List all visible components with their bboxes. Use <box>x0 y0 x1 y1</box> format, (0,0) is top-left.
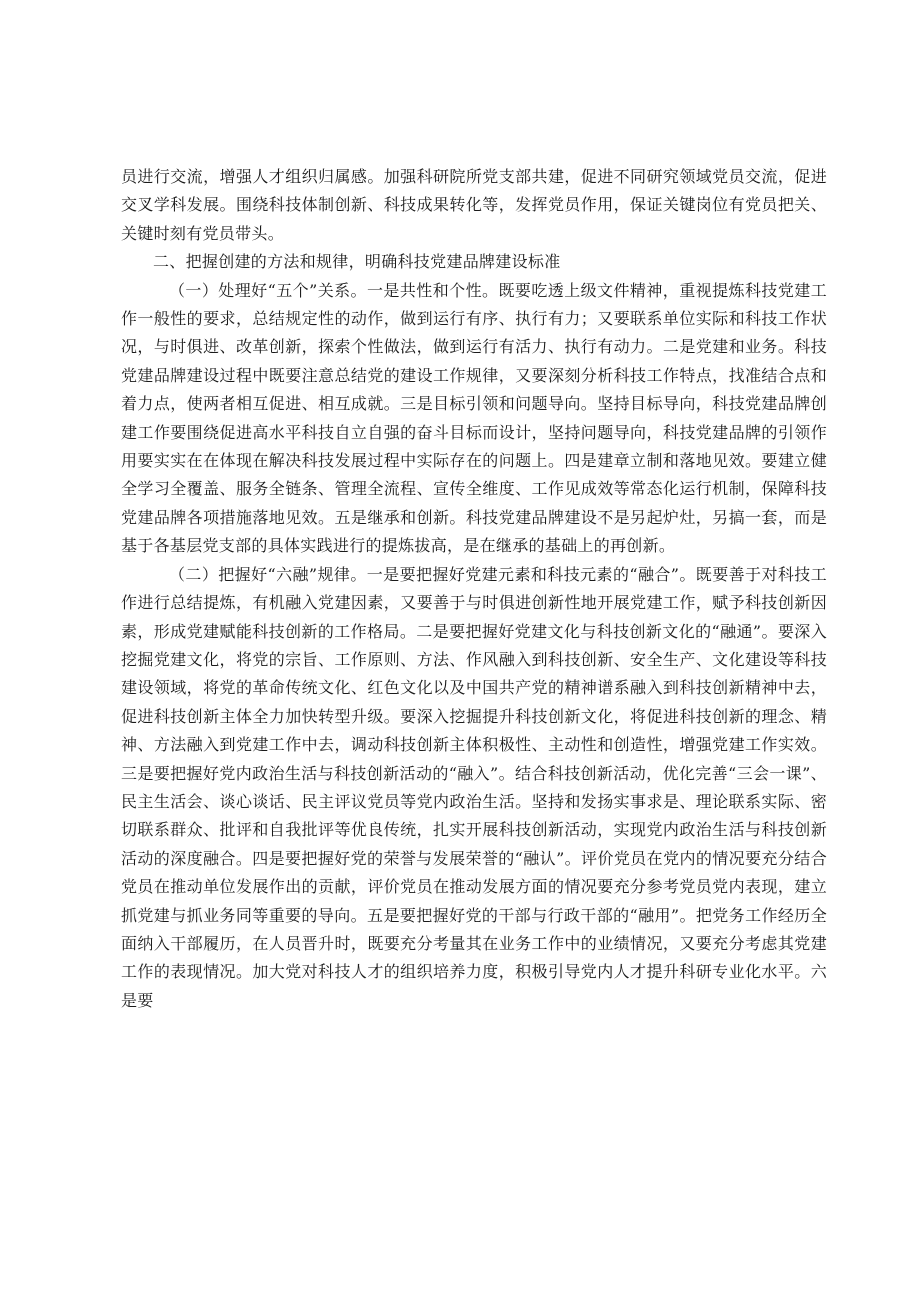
section-heading: 二、把握创建的方法和规律，明确科技党建品牌建设标准 <box>153 252 561 272</box>
subsection-paragraph-five-relations: （一）处理好“五个”关系。一是共性和个性。既要吃透上级文件精神，重视提炼科技党建工作一般性的要求，总结规定性的动作，做到运行有序、执行有力；又要联系单位实际和科技工作状况，与时俱进、改革创新，探索个性做法，做到运行有活力、执行有动力。二是党建和业务。科技党建品牌建设过程中既要注意总结党的建设工作规律，又要深刻分析科技工作特点，找准结合点和着力点，使两者相互促进、相互成就。三是目标引领和问题导向。坚持目标导向，科技党建品牌创建工作要围绕促进高水平科技自立自强的奋斗目标而设计，坚持问题导向，科技党建品牌的引领作用要实实在在体现在解决科技发展过程中实际存在的问题上。四是建章立制和落地见效。要建立健全学习全覆盖、服务全链条、管理全流程、宣传全维度、工作见成效等常态化运行机制，保障科技党建品牌各项措施落地见效。五是继承和创新。科技党建品牌建设不是另起炉灶，另搞一套，而是基于各基层党支部的具体实践进行的提炼拔高，是在继承的基础上的再创新。 <box>121 280 827 556</box>
body-paragraph-continuation: 员进行交流，增强人才组织归属感。加强科研院所党支部共建，促进不同研究领域党员交流，促进交叉学科发展。围绕科技体制创新、科技成果转化等，发挥党员作用，保证关键岗位有党员把关、关键时刻有党员带头。 <box>121 167 827 243</box>
subsection-paragraph-six-integrations: （二）把握好“六融”规律。一是要把握好党建元素和科技元素的“融合”。既要善于对科技工作进行总结提炼，有机融入党建因素，又要善于与时俱进创新性地开展党建工作，赋予科技创新因素，形成党建赋能科技创新的工作格局。二是要把握好党建文化与科技创新文化的“融通”。要深入挖掘党建文化，将党的宗旨、工作原则、方法、作风融入到科技创新、安全生产、文化建设等科技建设领域，将党的革命传统文化、红色文化以及中国共产党的精神谱系融入到科技创新精神中去，促进科技创新主体全力加快转型升级。要深入挖掘提升科技创新文化，将促进科技创新的理念、精神、方法融入到党建工作中去，调动科技创新主体积极性、主动性和创造性，增强党建工作实效。三是要把握好党内政治生活与科技创新活动的“融入”。结合科技创新活动，优化完善“三会一课”、民主生活会、谈心谈话、民主评议党员等党内政治生活。坚持和发扬实事求是、理论联系实际、密切联系群众、批评和自我批评等优良传统，扎实开展科技创新活动，实现党内政治生活与科技创新活动的深度融合。四是要把握好党的荣誉与发展荣誉的“融认”。评价党员在党内的情况要充分结合党员在推动单位发展作出的贡献，评价党员在推动发展方面的情况要充分参考党员党内表现，建立抓党建与抓业务同等重要的导向。五是要把握好党的干部与行政干部的“融用”。把党务工作经历全面纳入干部履历，在人员晋升时，既要充分考量其在业务工作中的业绩情况，又要充分考虑其党建工作的表现情况。加大党对科技人才的组织培养力度，积极引导党内人才提升科研专业化水平。六是要 <box>121 564 827 1010</box>
document-body <box>121 163 827 1015</box>
